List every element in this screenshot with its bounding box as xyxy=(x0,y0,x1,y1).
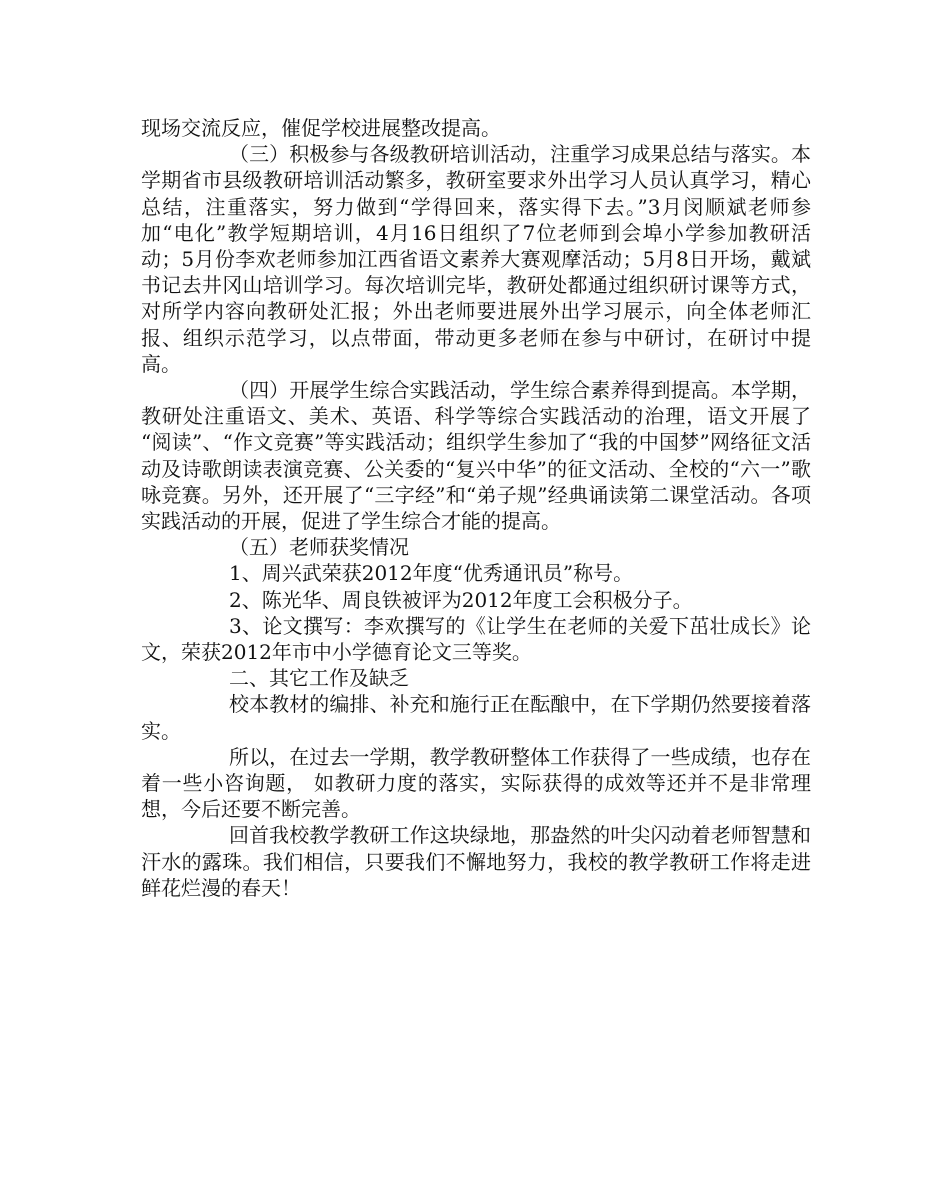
heading-other-work: 二、其它工作及缺乏 xyxy=(229,666,409,691)
paragraph-section-three: （三）积极参与各级教研培训活动，注重学习成果总结与落实。本学期省市县级教研培训活动繁多，教研室要求外出学习人员认真学习，精心总结，注重落实，努力做到“学得回来，落实得下去。”3月闵顺斌老师参加“电化”教学短期培训，4月16日组织了7位老师到会埠小学参加教研活动；5月份李欢老师参加江西省语文素养大赛观摩活动；5月8日开场，戴斌书记去井冈山培训学习。每次培训完毕，教研处都通过组织研讨课等方式，对所学内容向教研处汇报；外出老师要进展外出学习展示，向全体老师汇报、组织示范学习，以点带面，带动更多老师在参与中研讨，在研讨中提高。 xyxy=(141,142,811,376)
paragraph-section-four: （四）开展学生综合实践活动，学生综合素养得到提高。本学期，教研处注重语文、美术、英语、科学等综合实践活动的治理，语文开展了 “阅读”、“作文竞赛”等实践活动；组织学生参加了“我的中国梦”网络征文活动及诗歌朗读表演竞赛、公关委的“复兴中华”的征文活动、全校的“六一”歌咏竞赛。另外，还开展了“三字经”和“弟子规”经典诵读第二课堂活动。各项实践活动的开展，促进了学生综合才能的提高。 xyxy=(141,378,811,534)
paragraph-summary: 所以，在过去一学期，教学教研整体工作获得了一些成绩，也存在着一些小咨询题， 如教研力度的落实，实际获得的成效等还并不是非常理想，今后还要不断完善。 xyxy=(141,744,811,822)
award-item-3: 3、论文撰写：李欢撰写的《让学生在老师的关爱下茁壮成长》论文，荣获2012年市中小学德育论文三等奖。 xyxy=(141,613,811,665)
award-item-1: 1、周兴武荣获2012年度“优秀通讯员”称号。 xyxy=(229,561,634,586)
paragraph-closing: 回首我校教学教研工作这块绿地，那盎然的叶尖闪动着老师智慧和汗水的露珠。我们相信，只要我们不懈地努力，我校的教学教研工作将走进鲜花烂漫的春天！ xyxy=(141,823,811,900)
document-body xyxy=(141,115,811,901)
paragraph-textbook: 校本教材的编排、补充和施行正在酝酿中，在下学期仍然要接着落实。 xyxy=(141,692,811,743)
paragraph-continuation: 现场交流反应，催促学校进展整改提高。 xyxy=(141,116,501,140)
award-item-2: 2、陈光华、周良铁被评为2012年度工会积极分子。 xyxy=(229,587,693,612)
heading-teacher-awards: （五）老师获奖情况 xyxy=(229,535,409,560)
